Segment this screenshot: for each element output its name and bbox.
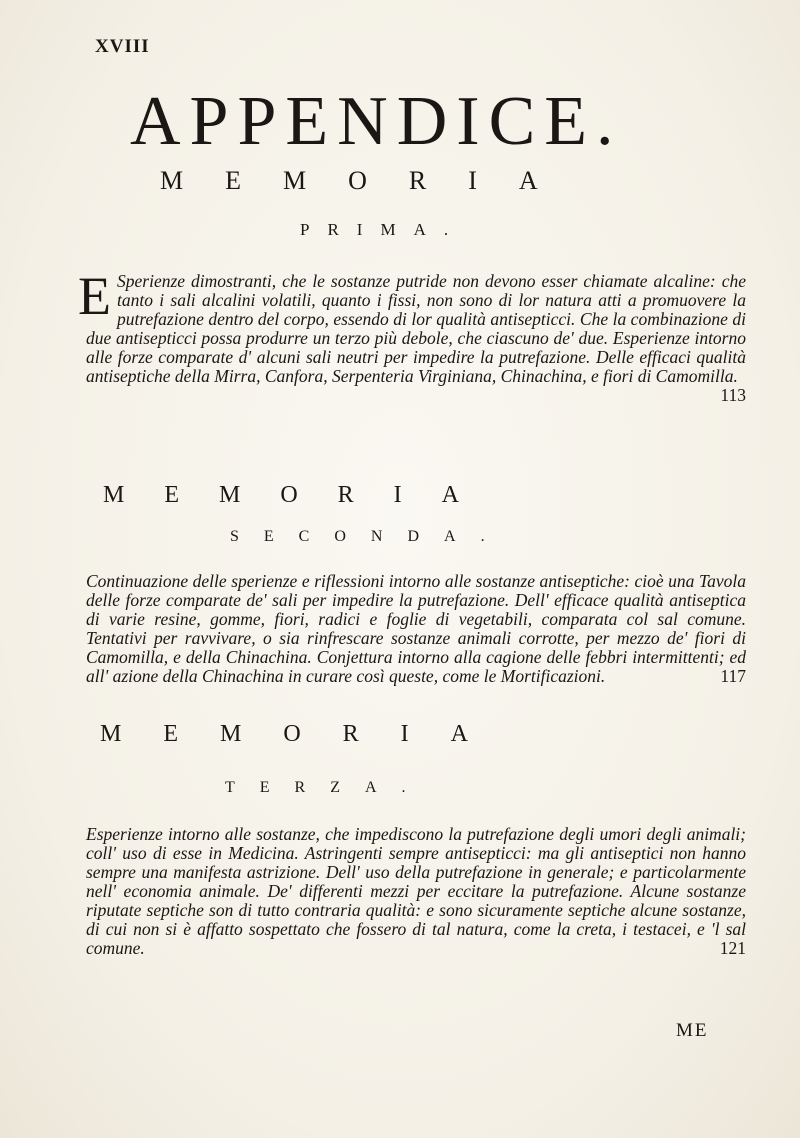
section-2-page-ref: 117 xyxy=(720,666,746,686)
section-2-subheading: SECONDA. xyxy=(230,528,510,545)
section-3-text: Esperienze intorno alle sostanze, che impediscono la putrefazione degli umori degli animali; coll' uso di esse in Medicina. Astringenti sempre antisepticci: ma gli antiseptici non hanno sempre una manifesta astrizione. Dell' uso della putrefazione in generale; e particolarmente nell' economia animale. De' differenti mezzi per eccitare la putrefazione. Alcune sostanze riputate septiche son di tutto contraria qualità: e sono sicuramente septiche alcune sostanze, di cui non si è affatto sospettato che fossero di tal natura, come la creta, i testacei, e 'l sal comune. xyxy=(86,824,746,958)
section-1-text: Sperienze dimostranti, che le sostanze putride non devono esser chiamate alcaline: che tanto i sali alcalini volatili, quanto i fissi, non sono di lor natura atti a promuovere la putrefazione dentro del corpo, essendo di lor qualità antisepticci. Che la combinazione di due antisepticci possa produrre un terzo più debole, che ciascuno de' due. Esperienze intorno alle forze comparate d' alcuni sali neutri per impedire la putrefazione. Delle efficaci qualità antiseptiche della Mirra, Canfora, Serpenteria Virginiana, Chinachina, e fiori di Camomilla. xyxy=(86,271,746,386)
catchword: ME xyxy=(676,1020,709,1041)
section-2-summary xyxy=(86,572,746,686)
section-3-page-ref: 121 xyxy=(719,938,746,958)
section-2-text: Continuazione delle sperienze e riflessioni intorno alle sostanze antiseptiche: cioè una Tavola delle forze comparate de' sali per impedire la putrefazione. Dell' efficace qualità antiseptica di varie resine, gomme, fiori, radici e foglie di vegetabili, comparata col sal comune. Tentativi per ravvivare, o sia rinfrescare sostanze animali corrotte, per mezzo de' fiori di Camomilla, e della Chinachina. Conjettura intorno alla cagione delle febbri intermittenti; ed all' azione della Chinachina in curare così queste, come le Mortificazioni. xyxy=(86,571,746,686)
section-1-summary xyxy=(78,266,746,405)
section-1-heading: MEMORIA xyxy=(160,166,580,195)
section-1-subheading: PRIMA. xyxy=(300,220,467,239)
page-title: APPENDICE. xyxy=(130,83,623,160)
section-3-heading: MEMORIA xyxy=(100,721,511,747)
section-3-subheading: TERZA. xyxy=(225,779,431,796)
drop-cap: E xyxy=(78,266,111,326)
section-1-page-ref: 113 xyxy=(720,385,746,405)
signature-mark: XVIII xyxy=(95,36,150,57)
section-2-heading: MEMORIA xyxy=(103,482,500,508)
section-3-summary xyxy=(86,825,746,958)
